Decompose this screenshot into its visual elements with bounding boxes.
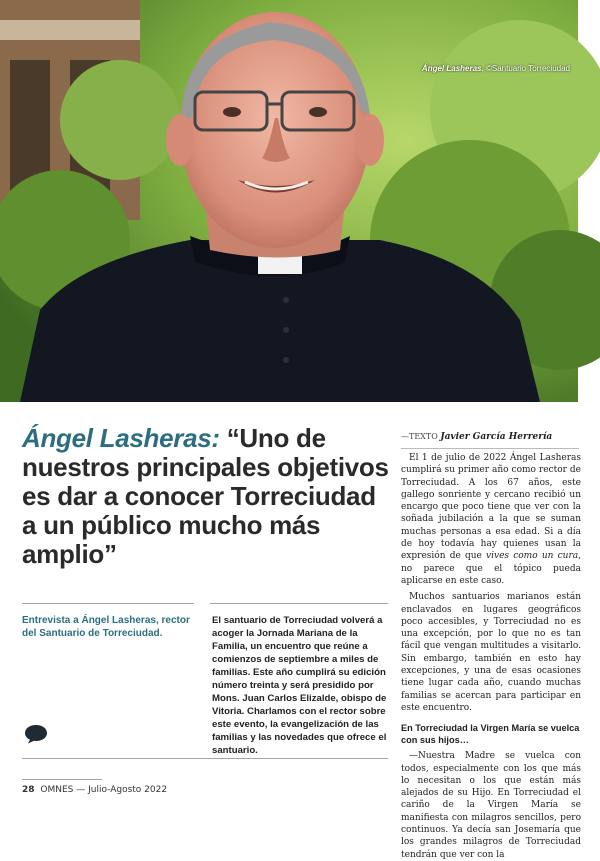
page-footer	[22, 785, 167, 795]
headline-name: Ángel Lasheras:	[22, 423, 220, 453]
body-subhead: En Torreciudad la Virgen María se vuelca con sus hijos…	[401, 723, 580, 746]
body-paragraph-2: Muchos santuarios marianos están enclavados en lugares geográficos poco accesibles, y Torreciudad no es una excepción, por lo que no es tan fácil que vengan multitudes a visitarlo. Sin embargo, también en esto hay excepciones, y una de esas ocasiones tiene lugar cada año, cuando muchas familias se acercan para participar en este encuentro.	[401, 592, 581, 713]
lead-divider-bottom	[22, 758, 388, 759]
body-paragraph-3: —Nuestra Madre se vuelca con todos, especialmente con los que más lo necesitan o los que están más alejados de su Hijo. En Torreciudad el cariño de la Virgen María se manifiesta con milagros sencillos, pero continuos. Ya decía san Josemaría que los grandes milagros de Torreciudad tendrán que ver con la	[401, 751, 581, 860]
byline	[401, 432, 552, 442]
footer-divider	[22, 779, 102, 780]
body-p1-start: El 1 de julio de 2022 Ángel Lasheras cumplirá su primer año como rector de Torreciudad. A los 67 años, este gallego sonriente y cercano recibió un encargo que poco tiene que ver con la soñada jubilación a la que se suman muchas personas a esa edad. Si a día de hoy todavía hay quienes usan la expresión de que	[401, 453, 581, 562]
byline-label: —TEXTO	[401, 432, 438, 441]
byline-author: Javier García Herrería	[440, 432, 553, 442]
lead-divider-mid	[210, 603, 388, 604]
lead-divider-left	[22, 603, 194, 604]
lead-intro: El santuario de Torreciudad volverá a acoger la Jornada Mariana de la Familia, un encuentro que reúne a comienzos de septiembre a miles de familias. Este año cumplirá su edición número treinta y será presidido por Mons. Juan Carlos Elizalde, obispo de Vitoria. Charlamos con el rector sobre este evento, la evangelización de las familias y las novedades que ofrece el santuario.	[212, 615, 387, 756]
article-body	[401, 452, 581, 861]
photo-credit-name: Ángel Lasheras.	[421, 64, 484, 73]
body-p1-end: , no parece que el tópico pueda aplicarse en este caso.	[401, 551, 581, 586]
issue-date: — Julio-Agosto 2022	[76, 785, 168, 795]
portrait-illustration	[0, 0, 578, 402]
portrait-photo	[0, 0, 578, 402]
page-number: 28	[22, 785, 35, 795]
body-paragraph-1	[401, 452, 581, 587]
photo-credit-source: ©Santuario Torreciudad	[485, 64, 570, 73]
body-p1-italic: vives como un cura	[486, 551, 579, 562]
article-headline	[22, 424, 390, 569]
magazine-name: OMNES	[40, 785, 74, 795]
byline-divider	[401, 448, 579, 449]
photo-credit	[422, 64, 570, 73]
lead-summary: Entrevista a Ángel Lasheras, rector del Santuario de Torreciudad.	[22, 615, 190, 639]
headline-quote: “Uno de nuestros principales objetivos es dar a conocer Torreciudad a un público mucho más amplio”	[22, 423, 389, 569]
speech-bubble-icon	[24, 724, 48, 744]
